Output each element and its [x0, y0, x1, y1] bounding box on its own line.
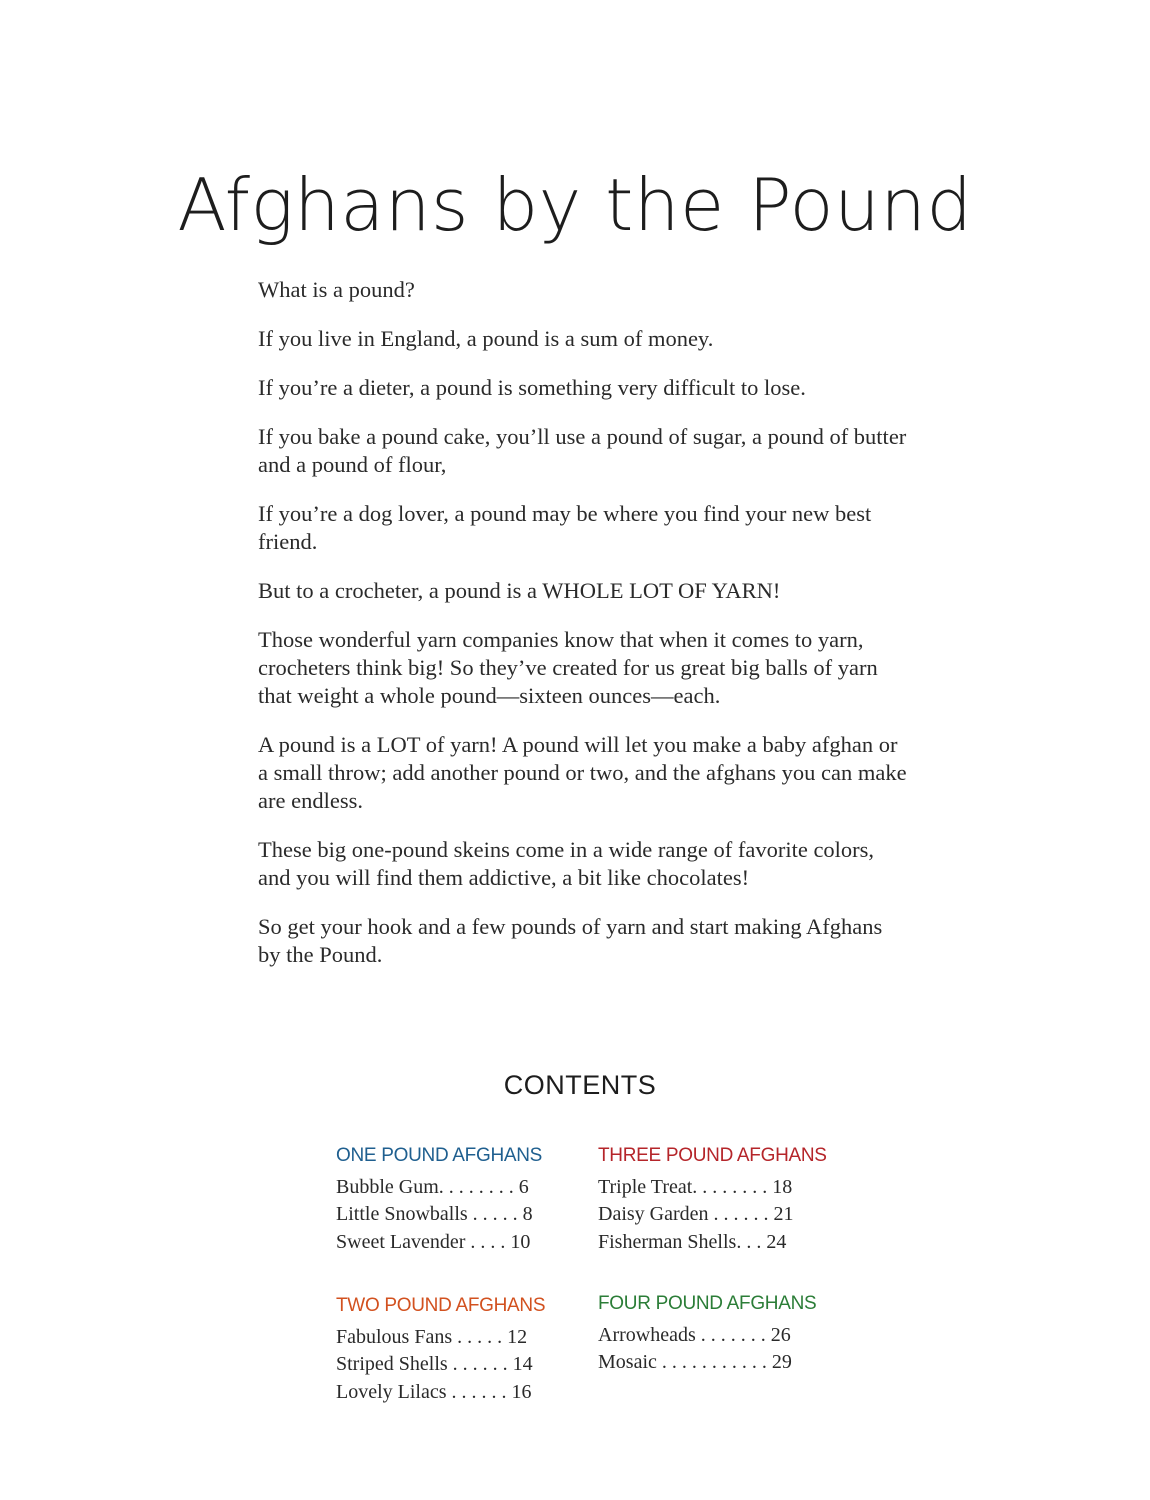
intro-paragraph: These big one-pound skeins come in a wide range of favorite colors, and you will find them addictive, a bit like chocolates!	[258, 837, 875, 890]
contents-entry: Mosaic . . . . . . . . . . . 29	[598, 1351, 792, 1373]
intro-paragraph: Those wonderful yarn companies know that when it comes to yarn, crocheters think big! So they’ve created for us great big balls of yarn that weight a whole pound—sixteen ounces—each.	[258, 627, 878, 708]
contents-heading: CONTENTS	[503, 1070, 657, 1100]
contents-section-one-pound	[336, 1142, 542, 1256]
contents-entry: Fisherman Shells. . . 24	[598, 1230, 787, 1253]
contents-entry: Arrowheads . . . . . . . 26	[598, 1323, 791, 1346]
contents-entry: Lovely Lilacs . . . . . . 16	[336, 1380, 532, 1403]
contents-entry: Striped Shells . . . . . . 14	[336, 1353, 533, 1375]
intro-paragraph: What is a pound?	[258, 277, 415, 302]
contents-entry: Fabulous Fans . . . . . 12	[336, 1325, 528, 1348]
contents-section-four-pound	[598, 1290, 816, 1377]
intro-paragraph: If you’re a dog lover, a pound may be where you find your new best friend.	[258, 501, 872, 554]
section-heading: THREE POUND AFGHANS	[598, 1145, 827, 1166]
section-heading: TWO POUND AFGHANS	[336, 1295, 546, 1316]
contents-entry: Little Snowballs . . . . . 8	[336, 1203, 533, 1225]
intro-paragraph: If you bake a pound cake, you’ll use a pound of sugar, a pound of butter and a pound of flour,	[258, 424, 907, 477]
intro-paragraph: But to a crocheter, a pound is a WHOLE LOT OF YARN!	[258, 578, 781, 603]
contents-section-three-pound	[598, 1142, 827, 1256]
section-heading: ONE POUND AFGHANS	[336, 1145, 543, 1166]
contents-entry: Daisy Garden . . . . . . 21	[598, 1203, 794, 1225]
intro-paragraph: So get your hook and a few pounds of yarn and start making Afghans by the Pound.	[258, 914, 883, 967]
intro-text	[258, 276, 908, 990]
contents-entry: Sweet Lavender . . . . 10	[336, 1230, 531, 1253]
contents-entry: Triple Treat. . . . . . . . 18	[598, 1175, 793, 1198]
contents-section-two-pound	[336, 1292, 545, 1406]
contents-entry: Bubble Gum. . . . . . . . 6	[336, 1175, 529, 1198]
intro-paragraph: If you’re a dieter, a pound is something very difficult to lose.	[258, 375, 806, 400]
section-heading: FOUR POUND AFGHANS	[598, 1293, 817, 1314]
intro-paragraph: If you live in England, a pound is a sum of money.	[258, 326, 714, 351]
page-title: Afghans by the Pound	[177, 163, 973, 248]
intro-paragraph: A pound is a LOT of yarn! A pound will let you make a baby afghan or a small throw; add another pound or two, and the afghans you can make are endless.	[258, 732, 907, 813]
